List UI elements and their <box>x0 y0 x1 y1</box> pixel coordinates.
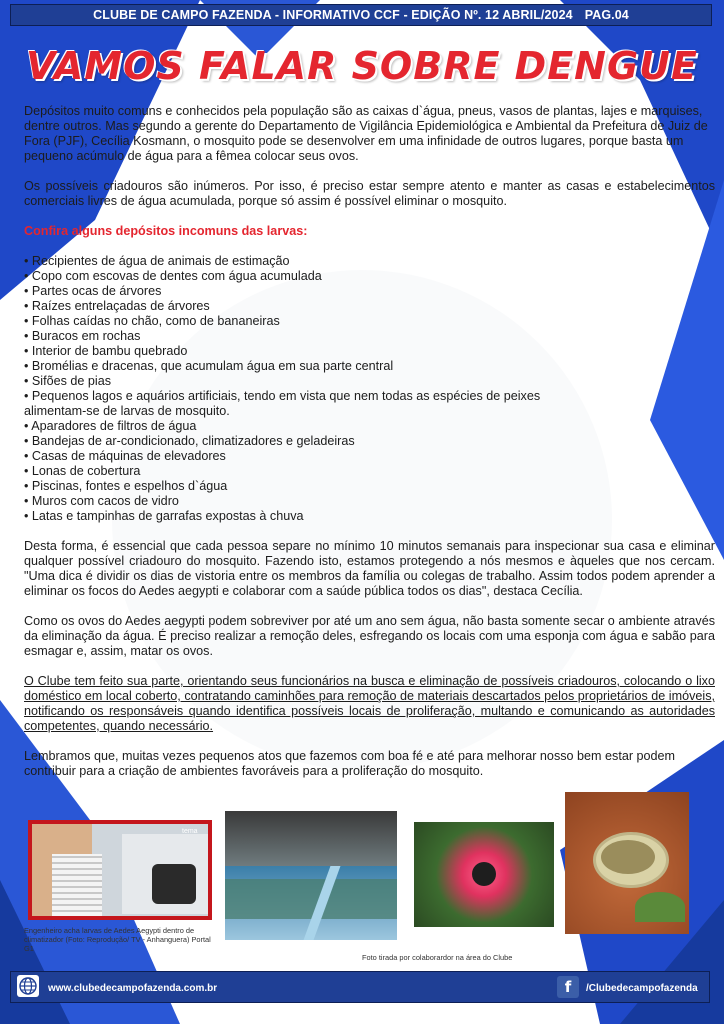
list-item: • Raízes entrelaçadas de árvores <box>24 299 210 313</box>
page-title: VAMOS FALAR SOBRE DENGUE <box>26 44 698 88</box>
list-item: • Lonas de cobertura <box>24 464 141 478</box>
photo-climatizer <box>28 820 212 920</box>
paragraph-4: Como os ovos do Aedes aegypti podem sobreviver por até um ano sem água, não basta somente secar o ambiente através da eliminação da água. É preciso realizar a remoção deles, esfregando os locais com uma esponja com água e sabão para esmagar e, assim, matar os ovos. <box>24 614 715 658</box>
list-item: • Aparadores de filtros de água <box>24 419 197 433</box>
caption-club-photo: Foto tirada por colaborardor na área do Clube <box>362 953 513 962</box>
list-item: • Folhas caídas no chão, como de bananeiras <box>24 314 280 328</box>
paragraph-3: Desta forma, é essencial que cada pessoa separe no mínimo 10 minutos semanais para inspecionar sua casa e eliminar qualquer possível criadouro do mosquito. Fazendo isto, estamos protegendo a nós mesmos e àqueles que nos cercam. "Uma dica é dividir os dias de vistoria entre os membros da família ou colegas de trabalho. Assim todos podem aprender a eliminar os focos do Aedes aegypti e colaborar com a saúde pública todos os dias", destaca Cecília. <box>24 539 715 598</box>
list-item: • Latas e tampinhas de garrafas expostas à chuva <box>24 509 304 523</box>
list-item: • Bromélias e dracenas, que acumulam água em sua parte central <box>24 359 394 373</box>
article-body <box>24 104 715 794</box>
list-item: • Recipientes de água de animais de estimação <box>24 254 290 268</box>
list-item: • Bandejas de ar-condicionado, climatizadores e geladeiras <box>24 434 355 448</box>
list-item: • Piscinas, fontes e espelhos d`água <box>24 479 228 493</box>
header-bar <box>10 4 712 26</box>
list-item: • Casas de máquinas de elevadores <box>24 449 226 463</box>
tv-logo: tema <box>182 828 198 835</box>
list-item: • Sifões de pias <box>24 374 112 388</box>
paragraph-2: Os possíveis criadouros são inúmeros. Por isso, é preciso estar sempre atento e manter as casas e estabelecimentos comerciais livres de água acumulada, porque só assim é possível eliminar o mosquito. <box>24 179 715 208</box>
list-item: • Partes ocas de árvores <box>24 284 162 298</box>
paragraph-1: Depósitos muito comuns e conhecidos pela população são as caixas d`água, pneus, vasos de plantas, lajes e marquises, dentre outros. Mas segundo a gerente do Departamento de Vigilância Epidemiológica e Ambiental da Prefeitura de Juiz de Fora (PJF), Cecília Kosmann, o mosquito pode se desenvolver em uma infinidade de outros lugares, porque basta um pequeno acúmulo de água para a fêmea colocar seus ovos. <box>24 104 708 163</box>
globe-icon <box>17 975 39 997</box>
list-item: • Interior de bambu quebrado <box>24 344 188 358</box>
list-item: • Copo com escovas de dentes com água acumulada <box>24 269 322 283</box>
facebook-icon[interactable]: f <box>557 976 579 998</box>
list-item: • Pequenos lagos e aquários artificiais, tendo em vista que nem todas as espécies de peixes alimentam-se de larvas de mosquito. <box>24 389 541 418</box>
footer-website-link[interactable]: www.clubedecampofazenda.com.br <box>48 983 218 994</box>
header-text: CLUBE DE CAMPO FAZENDA - INFORMATIVO CCF - EDIÇÃO Nº. 12 ABRIL/2024 <box>93 8 573 22</box>
photo-tarp <box>225 811 397 940</box>
caption-climatizer: Engenheiro acha larvas de Aedes Aegypti dentro de climatizador (Foto: Reprodução/ TV - Anhanguera) Portal G1 <box>24 926 211 953</box>
header-page: PAG.04 <box>584 8 629 22</box>
uncommon-deposits-list <box>24 254 715 524</box>
list-heading: Confira alguns depósitos incomuns das larvas: <box>24 224 308 238</box>
footer-facebook-handle[interactable]: /Clubedecampofazenda <box>586 983 698 994</box>
photo-pet-dish <box>565 792 689 934</box>
photo-bromeliad <box>414 822 554 927</box>
paragraph-club: O Clube tem feito sua parte, orientando seus funcionários na busca e eliminação de possíveis criadouros, colocando o lixo doméstico em local coberto, contratando caminhões para remoção de materiais descartados pelos proprietários de imóveis, notificando os responsáveis quando identifica possíveis locais de proliferação, multando e comunicando as autoridades competentes, quando necessário. <box>24 674 715 733</box>
list-item: • Buracos em rochas <box>24 329 141 343</box>
list-item: • Muros com cacos de vidro <box>24 494 179 508</box>
paragraph-6: Lembramos que, muitas vezes pequenos atos que fazemos com boa fé e até para melhorar nosso bem estar podem contribuir para a criação de ambientes favoráveis para a proliferação do mosquito. <box>24 749 676 778</box>
